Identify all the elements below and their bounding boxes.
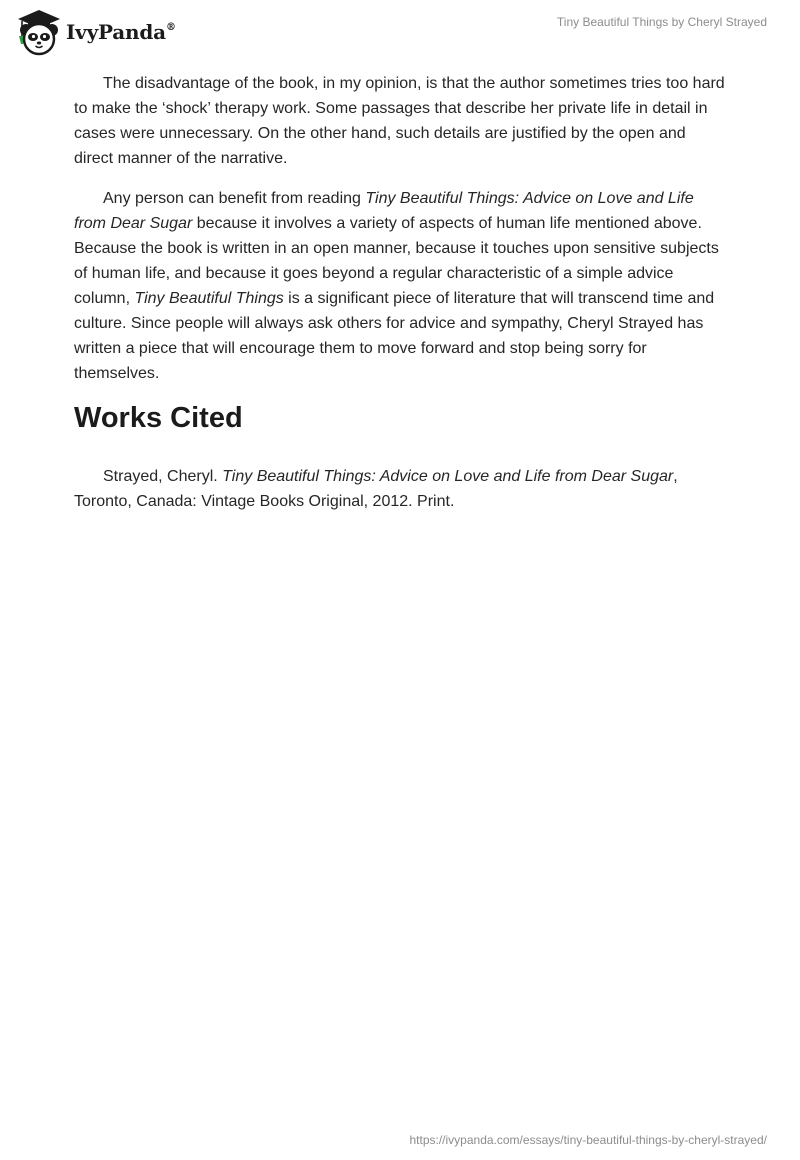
book-title: Tiny Beautiful Things <box>134 290 284 307</box>
source-url[interactable]: https://ivypanda.com/essays/tiny-beautiful-things-by-cheryl-strayed/ <box>409 1133 767 1147</box>
essay-body <box>74 71 726 510</box>
ivypanda-logo[interactable] <box>16 8 176 56</box>
paragraph: The disadvantage of the book, in my opinion, is that the author sometimes tries too hard to make the ‘shock’ therapy work. Some passages that describe her private life in detail in cases were unnecessary. On the other hand, such details are justified by the open and direct manner of the narrative. <box>74 75 725 167</box>
works-cited-heading: Works Cited <box>74 402 243 434</box>
document-title: Tiny Beautiful Things by Cheryl Strayed <box>556 15 767 29</box>
citation: Strayed, Cheryl. Tiny Beautiful Things: Advice on Love and Life from Dear Sugar, Toronto, Canada: Vintage Books Original, 2012. Print. <box>74 468 678 510</box>
page-header <box>0 0 800 64</box>
panda-graduate-icon <box>16 8 62 56</box>
paragraph: Any person can benefit from reading Tiny Beautiful Things: Advice on Love and Life from Dear Sugar because it involves a variety of aspects of human life mentioned above. Because the book is written in an open manner, because it touches upon sensitive subjects of human life, and because it goes beyond a regular characteristic of a simple advice column, Tiny Beautiful Things is a significant piece of literature that will transcend time and culture. Since people will always ask others for advice and sympathy, Cheryl Strayed has written a piece that will encourage them to move forward and stop being sorry for themselves. <box>74 190 719 382</box>
book-title: Tiny Beautiful Things: Advice on Love and Life from Dear Sugar <box>222 468 674 485</box>
brand-name: IvyPanda® <box>66 20 176 44</box>
book-title: Tiny Beautiful Things: Advice on Love and Life from Dear Sugar <box>74 190 694 232</box>
